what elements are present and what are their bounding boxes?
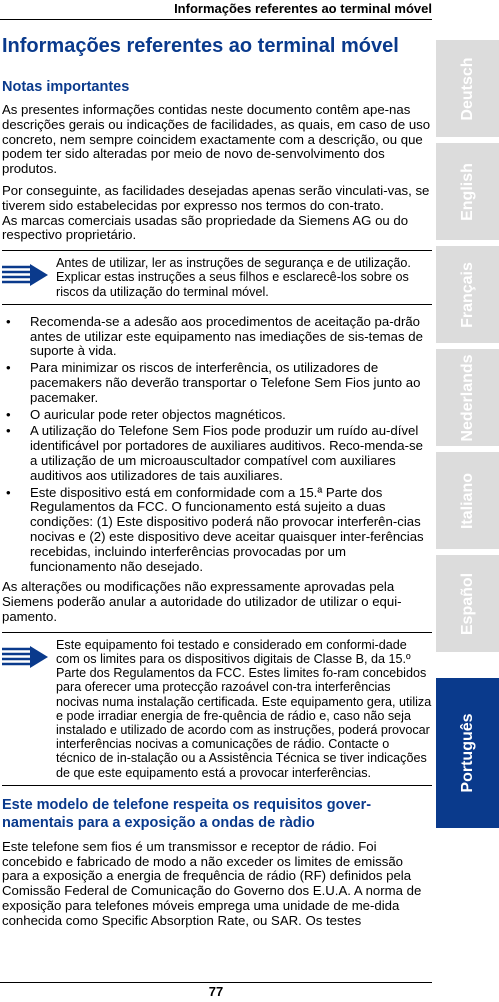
language-tab-nederlands[interactable]: Nederlands <box>436 349 499 446</box>
language-tab-deutsch[interactable]: Deutsch <box>436 40 499 137</box>
list-item: • Recomenda-se a adesão aos procedimentos de aceitação pa-drão antes de utilizar este equipamento nas imediações de sis-temas de suporte à vida. <box>6 313 423 359</box>
paragraph: Este telefone sem fios é um transmissor e receptor de rádio. Foi concebido e fabricado de modo a não exceder os limites de emissão para a exposição a energia de frequência de rádio (RF) definidos pela Comissão Federal de Comunicação do Governo dos E.U.A. A norma de exposição para telefones móveis emprega uma unidade de me-dida conhecida como Specific Absorption Rate, ou SAR. Os testes <box>2 838 422 928</box>
page-title: Informações referentes ao terminal móvel <box>2 35 399 57</box>
paragraph: Por conseguinte, as facilidades desejadas apenas serão vinculati-vas, se tiverem sido estabelecidas por expresso nos termos do con-trato. <box>2 182 430 213</box>
section-heading-rf: Este modelo de telefone respeita os requisitos gover-namentais para a exposição a ondas de ràdio <box>2 796 372 831</box>
language-tab-francais[interactable]: Français <box>436 246 499 343</box>
paragraph: As marcas comerciais usadas são propriedade da Siemens AG ou do respectivo proprietário. <box>2 212 409 243</box>
note-text: Este equipamento foi testado e considerado em conformi-dade com os limites para os dispositivos digitais de Classe B, da 15.º Parte dos Regulamentos da FCC. Estes limites fo-ram concebidos para oferecer uma protecção razoável con-tra interferências nocivas numa instalação certificada. Este equipamento gera, utiliza e pode irradiar energia de fre-quência de rádio e, caso não seja instalado e utilizado de acordo com as instruções, poderá provocar interferências nocivas a comunicações de rádio. Contacte o técnico de in-stalação ou a Assistência Técnica se tiver indicações de que este equipamento está a provocar interferências. <box>56 637 432 780</box>
running-head: Informações referentes ao terminal móvel <box>0 0 432 20</box>
page-number: 77 <box>0 982 432 1001</box>
note-text: Antes de utilizar, ler as instruções de segurança e de utilização. Explicar estas instruções a seus filhos e esclarecê-los sobre os riscos da utilização do terminal móvel. <box>56 256 411 299</box>
bullet-list <box>2 315 432 575</box>
list-item: • A utilização do Telefone Sem Fios pode produzir um ruído au-dível identificável por portadores de auxiliares auditivos. Reco-menda-se a utilização de um microauscultador compatível com auxiliares auditivos aos utilizadores de tais auxiliares. <box>6 423 423 483</box>
language-tab-english[interactable]: English <box>436 143 499 240</box>
list-item: • Este dispositivo está em conformidade com a 15.ª Parte dos Regulamentos da FCC. O funcionamento está sujeito a duas condições: (1) Este dispositivo poderá não provocar interferên-cias nocivas e (2) este dispositivo deve aceitar quaisquer inter-ferências recebidas, incluindo interferências provocadas por um funcionamento não desejado. <box>6 484 424 574</box>
main-content <box>2 79 432 936</box>
paragraph: As presentes informações contidas neste documento contêm ape-nas descrições gerais ou indicações de facilidades, as quais, em caso de uso concreto, nem sempre coincidem exactamente com a descrição, ou que podem ter sido alteradas por meio de novo de-senvolvimento dos produtos. <box>2 102 431 177</box>
language-tab-espanol[interactable]: Español <box>436 555 499 652</box>
language-tab-portugues[interactable]: Português <box>436 678 499 828</box>
language-tab-italiano[interactable]: Italiano <box>436 452 499 549</box>
fcc-note <box>2 632 432 786</box>
section-heading-notas: Notas importantes <box>2 79 130 95</box>
double-arrow-right-icon <box>2 638 56 780</box>
list-item: • O auricular pode reter objectos magnéticos. <box>6 406 286 422</box>
double-arrow-right-icon <box>2 256 56 299</box>
list-item: • Para minimizar os riscos de interferência, os utilizadores de pacemakers não deverão transportar o Telefone Sem Fios junto ao pacemaker. <box>6 360 421 405</box>
paragraph: As alterações ou modificações não expressamente aprovadas pela Siemens poderão anular a autoridade do utilizador de utilizar o equi-pamento. <box>2 579 402 624</box>
safety-note <box>2 250 432 305</box>
language-sidebar <box>436 40 499 973</box>
